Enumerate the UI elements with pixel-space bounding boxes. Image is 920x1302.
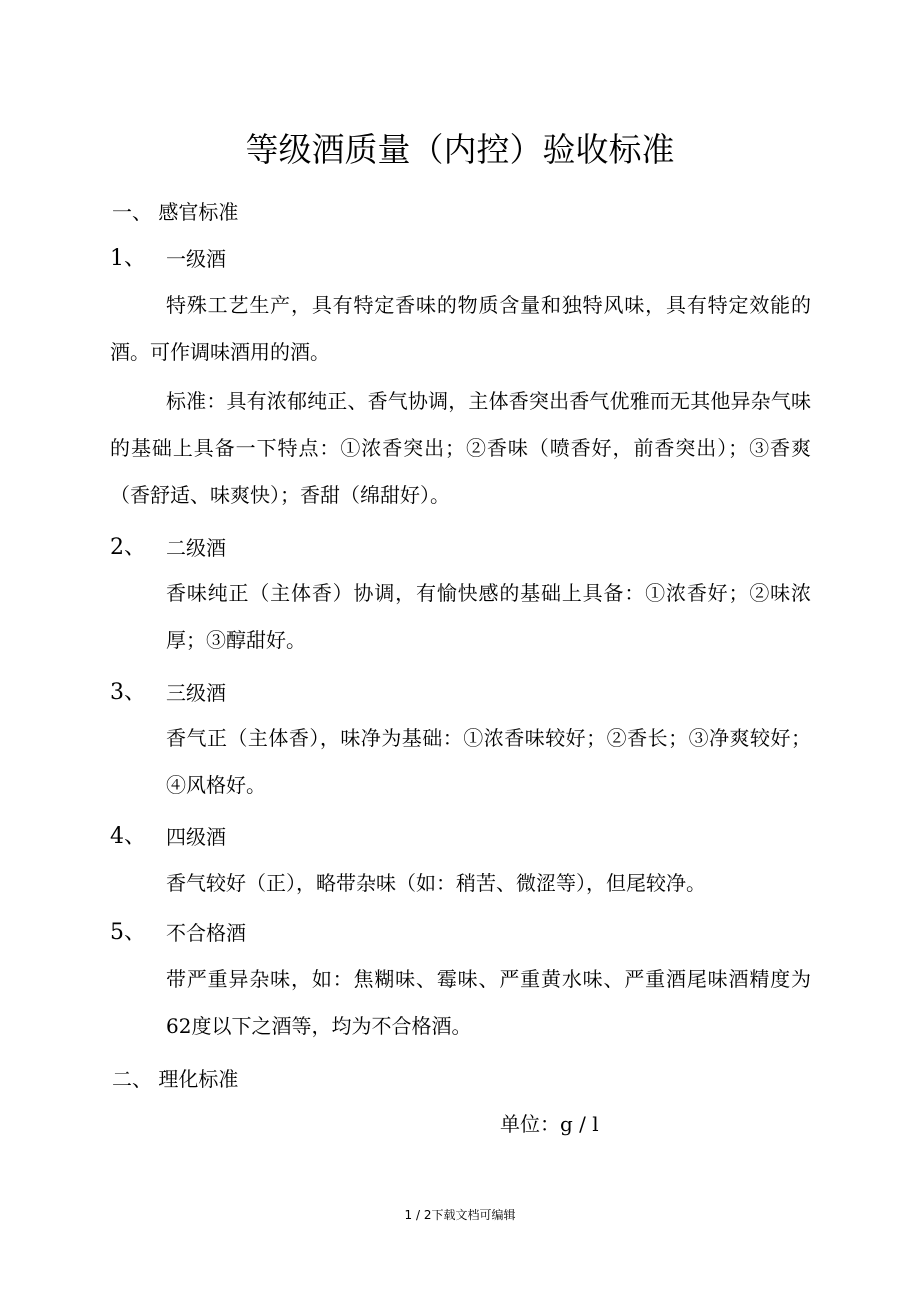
item-number-5: 5、 xyxy=(110,920,146,945)
document-title: 等级酒质量（内控）验收标准 xyxy=(245,130,675,169)
section-heading-sensory: 一、 感官标准 xyxy=(112,200,239,224)
item-number-4: 4、 xyxy=(110,824,146,849)
item-number-3: 3、 xyxy=(110,680,146,705)
item-number-1: 1、 xyxy=(110,246,146,271)
paragraph-grade-4: 香气较好（正），略带杂味（如：稍苦、微涩等），但尾较净。 xyxy=(166,871,706,895)
paragraph-grade-1-description: 特殊工艺生产，具有特定香味的物质含量和独特风味，具有特定效能的酒。可作调味酒用的酒。 xyxy=(110,293,811,364)
section-heading-physicochemical: 二、 理化标准 xyxy=(112,1067,239,1091)
paragraph-grade-3: 香气正（主体香），味净为基础：①浓香味较好；②香长；③净爽较好；④风格好。 xyxy=(166,726,811,797)
item-title-grade-2: 二级酒 xyxy=(166,536,226,560)
item-number-2: 2、 xyxy=(110,535,146,560)
item-title-substandard: 不合格酒 xyxy=(166,921,246,945)
page-footer: 1 / 2下载文档可编辑 xyxy=(404,1208,516,1222)
paragraph-grade-1-standard: 标准：具有浓郁纯正、香气协调，主体香突出香气优雅而无其他异杂气味的基础上具备一下特点：①浓香突出；②香味（喷香好，前香突出）；③香爽（香舒适、味爽快）；香甜（绵甜好）。 xyxy=(110,389,811,507)
paragraph-substandard: 带严重异杂味，如：焦糊味、霉味、严重黄水味、严重酒尾味酒精度为62度以下之酒等，均为不合格酒。 xyxy=(166,967,811,1038)
item-title-grade-1: 一级酒 xyxy=(166,247,226,271)
unit-label: 单位：g / l xyxy=(500,1112,599,1136)
item-title-grade-4: 四级酒 xyxy=(166,825,226,849)
item-title-grade-3: 三级酒 xyxy=(166,681,226,705)
paragraph-grade-2: 香味纯正（主体香）协调，有愉快感的基础上具备：①浓香好；②味浓厚；③醇甜好。 xyxy=(166,581,811,652)
